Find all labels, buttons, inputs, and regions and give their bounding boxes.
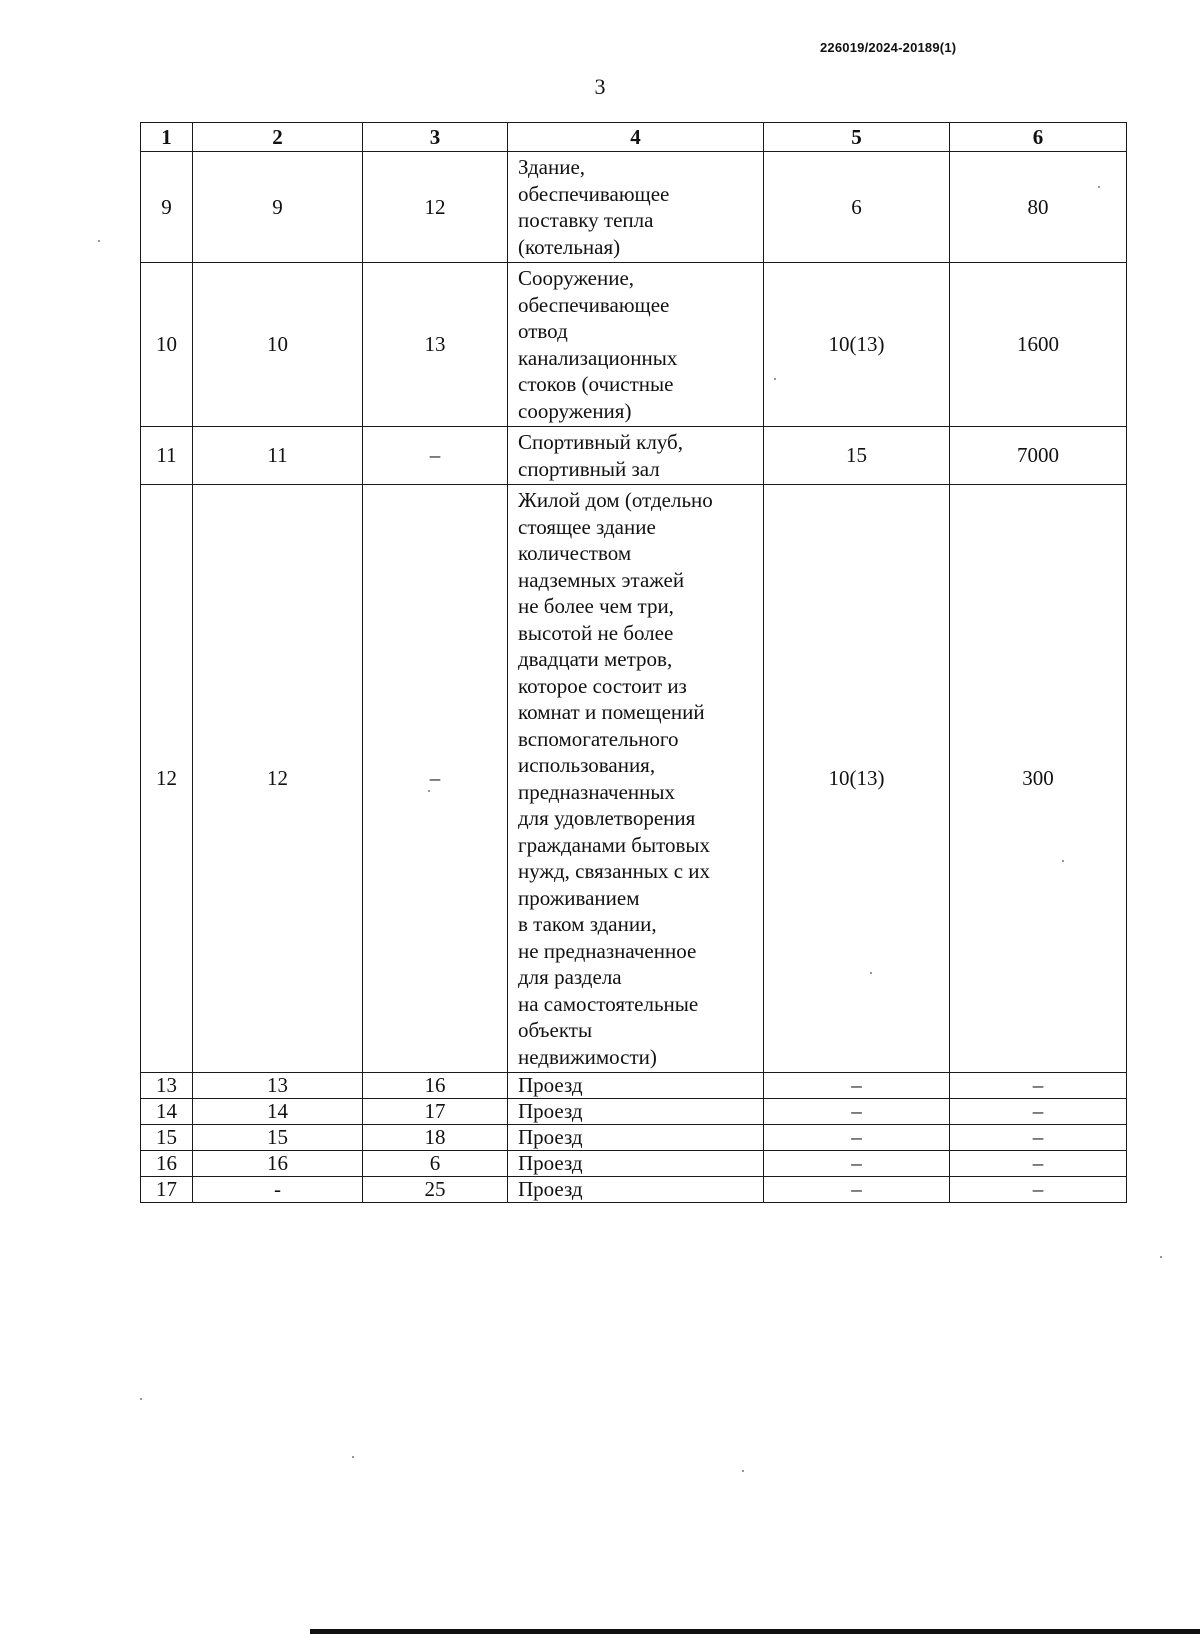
column-3-cell: 17	[363, 1099, 508, 1125]
scan-edge-line	[310, 1629, 1200, 1634]
scan-speck	[428, 790, 430, 792]
object-name-line: на самостоятельные	[518, 991, 699, 1016]
column-2-cell: 14	[193, 1099, 363, 1125]
column-2-cell: -	[193, 1177, 363, 1203]
object-name-line: предназначенных	[518, 779, 676, 804]
column-3-cell: 13	[363, 263, 508, 427]
column-header: 3	[363, 123, 508, 152]
object-name-line: Жилой дом (отдельно	[518, 488, 713, 512]
scan-speck	[98, 240, 100, 242]
object-name-line: Проезд	[518, 1125, 583, 1149]
object-name-line: вспомогательного	[518, 726, 679, 751]
object-name-line: не предназначенное	[518, 938, 697, 963]
row-number-cell: 12	[141, 485, 193, 1073]
object-name-line: гражданами бытовых	[518, 832, 711, 857]
column-2-cell: 9	[193, 152, 363, 263]
object-name-line: надземных этажей	[518, 567, 685, 592]
column-3-cell: 12	[363, 152, 508, 263]
object-name-cell	[508, 485, 764, 1073]
table-row	[141, 1073, 1127, 1099]
column-6-cell: –	[950, 1151, 1127, 1177]
column-5-cell: 6	[764, 152, 950, 263]
object-name-line: комнат и помещений	[518, 700, 705, 724]
object-name-line: Проезд	[518, 1151, 583, 1175]
object-name-line: которое состоит из	[518, 673, 687, 698]
object-name-line: стоящее здание	[518, 514, 656, 539]
row-number-cell: 10	[141, 263, 193, 427]
object-name-line: Проезд	[518, 1073, 583, 1097]
column-2-cell: 16	[193, 1151, 363, 1177]
object-name-line: канализационных	[518, 345, 678, 370]
object-name-line: для удовлетворения	[518, 806, 696, 830]
table-row	[141, 1125, 1127, 1151]
row-number-cell: 9	[141, 152, 193, 263]
object-name-line: поставку тепла	[518, 208, 654, 232]
object-name-line: высотой не более	[518, 620, 674, 645]
object-name-cell	[508, 1073, 764, 1099]
column-header: 1	[141, 123, 193, 152]
column-header: 5	[764, 123, 950, 152]
object-name-line: обеспечивающее	[518, 181, 670, 206]
scan-speck	[1098, 186, 1100, 188]
table-row	[141, 152, 1127, 263]
scan-speck	[1062, 860, 1064, 862]
object-name-line: Сооружение,	[518, 266, 635, 290]
object-name-line: в таком здании,	[518, 912, 657, 936]
object-name-cell	[508, 1125, 764, 1151]
column-2-cell: 15	[193, 1125, 363, 1151]
column-6-cell: 300	[950, 485, 1127, 1073]
object-name-line: Спортивный клуб,	[518, 430, 683, 454]
object-name-cell	[508, 263, 764, 427]
page-number: 3	[594, 74, 606, 99]
column-2-cell: 13	[193, 1073, 363, 1099]
row-number-cell: 14	[141, 1099, 193, 1125]
column-2-cell: 11	[193, 427, 363, 485]
table-row	[141, 485, 1127, 1073]
object-name-line: (котельная)	[518, 234, 621, 259]
scan-speck	[352, 1456, 354, 1458]
column-header: 4	[508, 123, 764, 152]
data-table	[140, 122, 1127, 1203]
object-name-cell	[508, 427, 764, 485]
scan-speck	[140, 1398, 142, 1400]
column-6-cell: –	[950, 1099, 1127, 1125]
column-5-cell: –	[764, 1073, 950, 1099]
object-name-cell	[508, 1151, 764, 1177]
object-name-line: спортивный зал	[518, 456, 660, 481]
object-name-line: двадцати метров,	[518, 647, 673, 671]
scan-speck	[870, 972, 872, 974]
column-6-cell: –	[950, 1177, 1127, 1203]
row-number-cell: 11	[141, 427, 193, 485]
column-header: 6	[950, 123, 1127, 152]
column-5-cell: –	[764, 1099, 950, 1125]
column-header: 2	[193, 123, 363, 152]
column-5-cell: 10(13)	[764, 485, 950, 1073]
row-number-cell: 15	[141, 1125, 193, 1151]
column-3-cell: 16	[363, 1073, 508, 1099]
object-name-line: для раздела	[518, 965, 622, 989]
row-number-cell: 13	[141, 1073, 193, 1099]
object-name-line: Здание,	[518, 155, 586, 179]
column-3-cell: 6	[363, 1151, 508, 1177]
column-6-cell: –	[950, 1125, 1127, 1151]
column-5-cell: –	[764, 1125, 950, 1151]
table-row	[141, 1177, 1127, 1203]
column-3-cell: 25	[363, 1177, 508, 1203]
column-6-cell: 1600	[950, 263, 1127, 427]
object-name-line: недвижимости)	[518, 1044, 657, 1069]
column-3-cell: –	[363, 485, 508, 1073]
table-row	[141, 1151, 1127, 1177]
column-5-cell: –	[764, 1177, 950, 1203]
table-header-row	[141, 123, 1127, 152]
column-3-cell: –	[363, 427, 508, 485]
table-row	[141, 1099, 1127, 1125]
object-name-line: нужд, связанных с их	[518, 859, 711, 883]
object-name-line: отвод	[518, 319, 568, 343]
column-6-cell: 7000	[950, 427, 1127, 485]
object-name-cell	[508, 1099, 764, 1125]
object-name-line: стоков (очистные	[518, 372, 674, 396]
column-3-cell: 18	[363, 1125, 508, 1151]
row-number-cell: 17	[141, 1177, 193, 1203]
object-name-line: Проезд	[518, 1177, 583, 1201]
object-name-cell	[508, 1177, 764, 1203]
column-5-cell: 10(13)	[764, 263, 950, 427]
object-name-line: использования,	[518, 753, 656, 777]
document-id: 226019/2024-20189(1)	[820, 40, 957, 55]
column-2-cell: 10	[193, 263, 363, 427]
object-name-line: Проезд	[518, 1099, 583, 1123]
table-row	[141, 427, 1127, 485]
column-5-cell: –	[764, 1151, 950, 1177]
column-6-cell: –	[950, 1073, 1127, 1099]
object-name-line: количеством	[518, 541, 632, 565]
object-name-line: проживанием	[518, 885, 640, 910]
scan-speck	[774, 378, 776, 380]
object-name-line: обеспечивающее	[518, 292, 670, 317]
scan-speck	[1160, 1256, 1162, 1258]
object-name-line: объекты	[518, 1018, 593, 1042]
table-row	[141, 263, 1127, 427]
column-5-cell: 15	[764, 427, 950, 485]
scan-speck	[742, 1470, 744, 1472]
object-name-line: сооружения)	[518, 398, 632, 423]
object-name-line: не более чем три,	[518, 594, 674, 618]
column-2-cell: 12	[193, 485, 363, 1073]
column-6-cell: 80	[950, 152, 1127, 263]
row-number-cell: 16	[141, 1151, 193, 1177]
object-name-cell	[508, 152, 764, 263]
